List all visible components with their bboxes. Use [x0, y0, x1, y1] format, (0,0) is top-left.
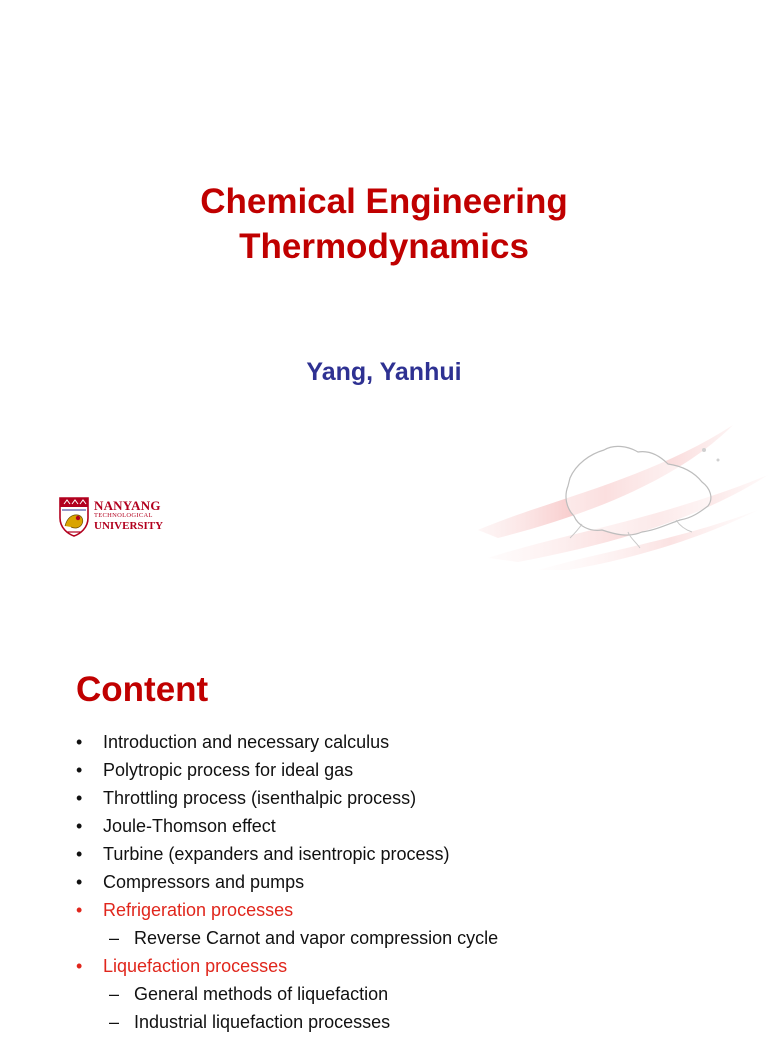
content-heading: Content — [76, 670, 209, 709]
outline-subitem: – Reverse Carnot and vapor compression cycle — [76, 925, 498, 953]
author-name: Yang, Yanhui — [306, 358, 462, 386]
outline-item: • Liquefaction processes — [76, 953, 498, 981]
title-line-2: Thermodynamics — [239, 227, 529, 267]
singapore-map-swoosh-icon — [478, 420, 768, 570]
logo-wordmark — [94, 499, 163, 532]
ntu-crest-icon — [58, 496, 90, 538]
outline-item: • Polytropic process for ideal gas — [76, 757, 498, 785]
logo-line-1: NANYANG — [94, 498, 161, 513]
outline-item: • Introduction and necessary calculus — [76, 729, 498, 757]
outline-item: • Refrigeration processes — [76, 897, 498, 925]
logo-line-2: TECHNOLOGICAL — [94, 512, 153, 519]
university-logo — [58, 496, 170, 538]
content-outline — [76, 729, 498, 1037]
title-line-1: Chemical Engineering — [200, 182, 568, 222]
presentation-title — [0, 179, 768, 269]
outline-item: • Joule-Thomson effect — [76, 813, 498, 841]
outline-subitem: – General methods of liquefaction — [76, 981, 498, 1009]
outline-item: • Compressors and pumps — [76, 869, 498, 897]
outline-item: • Turbine (expanders and isentropic process) — [76, 841, 498, 869]
logo-line-3: UNIVERSITY — [94, 519, 164, 532]
outline-item: • Throttling process (isenthalpic process) — [76, 785, 498, 813]
outline-subitem: – Industrial liquefaction processes — [76, 1009, 498, 1037]
